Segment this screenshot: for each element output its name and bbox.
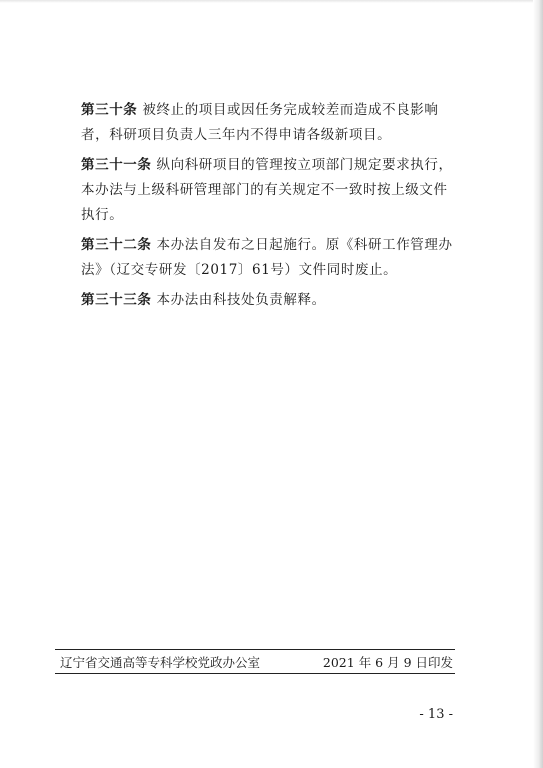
article-33-title: 第三十三条: [81, 292, 152, 308]
article-31-text: 纵向科研项目的管理按立项部门规定要求执行，本办法与上级科研管理部门的有关规定不一致时按上级文件执行。: [81, 157, 453, 223]
article-31: [81, 153, 459, 228]
article-33-text: 本办法由科技处负责解释。: [156, 292, 326, 308]
page-number: - 13 -: [419, 707, 453, 722]
footer-bottom-rule: [55, 673, 455, 674]
article-32: [81, 233, 459, 283]
footer-issuing-office: 辽宁省交通高等专科学校党政办公室: [60, 655, 261, 670]
article-31-title: 第三十一条: [81, 157, 152, 173]
article-32-title: 第三十二条: [81, 237, 152, 253]
article-30-title: 第三十条: [81, 102, 138, 118]
footer-issue-date: 2021 年 6 月 9 日印发: [322, 655, 453, 670]
scan-top-shadow: [0, 0, 543, 3]
article-30-text: 被终止的项目或因任务完成较差而造成不良影响者，科研项目负责人三年内不得申请各级新项目。: [81, 102, 439, 143]
footer-top-rule: [55, 649, 455, 650]
article-33: [81, 288, 459, 313]
document-body: [81, 98, 459, 318]
article-30: [81, 98, 459, 148]
article-32-text: 本办法自发布之日起施行。原《科研工作管理办法》（辽交专研发〔2017〕61号）文件同时废止。: [81, 237, 453, 278]
scan-edge-shadow: [533, 0, 543, 768]
